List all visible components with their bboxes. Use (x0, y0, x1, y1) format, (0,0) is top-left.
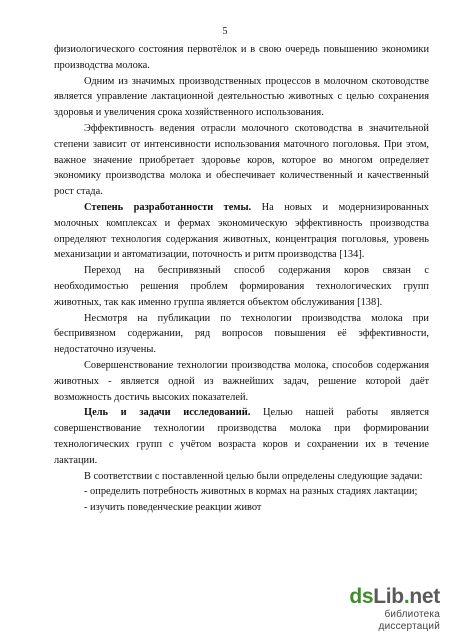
list-item-text: - определить потребность животных в кормах на разных стадиях лактации; (84, 486, 418, 498)
paragraph-text: Переход на беспривязный способ содержания коров связан с необходимостью решения проблем формирования технологических групп животных, так как именно группа является объектом обслуживания [138]. (54, 265, 429, 308)
paragraph-text: На новых и модернизированных молочных комплексах и фермах экономическую эффективность производства определяют технология содержания животных, концентрация поголовья, уровень механизации и автоматизации, поточность и ритм производства [134]. (54, 201, 429, 261)
list-item-text: - изучить поведенческие реакции живот (84, 502, 262, 514)
paragraph-text: физиологического состояния первотёлок и в свою очередь повышению экономики производства молока. (54, 44, 429, 71)
paragraph-4 (54, 200, 429, 263)
paragraph-7 (54, 358, 429, 405)
paragraph-6 (54, 311, 429, 358)
paragraph-text: Совершенствование технологии производства молока, способов содержания животных - является одной из важнейших задач, решение которой даёт возможность достичь высоких показателей. (54, 359, 429, 403)
paragraph-2 (54, 74, 429, 121)
paragraph-8 (54, 405, 429, 468)
task-list-item-2 (54, 500, 429, 516)
text-fade-overlay (250, 608, 340, 628)
paragraph-1 (54, 42, 429, 74)
task-list-item-1 (54, 484, 429, 500)
logo-ds: ds (349, 585, 374, 608)
page-number: 5 (222, 26, 228, 37)
dslib-watermark[interactable] (330, 585, 440, 632)
section-heading-goals: Цель и задачи исследований. (84, 407, 251, 419)
paragraph-5 (54, 263, 429, 310)
paragraph-3 (54, 121, 429, 200)
watermark-subtitle: библиотека диссертаций (378, 609, 440, 632)
section-heading-degree: Степень разработанности темы. (84, 201, 252, 213)
paragraph-text: Целью нашей работы является совершенствование технологии производства молока при формировании технологических групп с учётом возраста коров и сохранении их в течение лактации. (54, 407, 429, 466)
dslib-logo (330, 585, 440, 609)
logo-dot: . (403, 585, 410, 608)
paragraph-text: Несмотря на публикации по технологии производства молока при беспривязном содержании, ряд вопросов повышения её эффективности, недостаточно изучены. (54, 312, 429, 356)
document-body (54, 42, 429, 516)
paragraph-text: В соответствии с поставленной целью были определены следующие задачи: (84, 470, 423, 482)
paragraph-text: Одним из значимых производственных процессов в молочном скотоводстве является управление лактационной деятельностью животных с целью сохранения здоровья и увеличения срока хозяйственного использования. (54, 75, 429, 119)
paragraph-9 (54, 469, 429, 485)
logo-lib: Lib (373, 585, 404, 608)
paragraph-text: Эффективность ведения отрасли молочного скотоводства в значительной степени зависит от интенсивности использования маточного поголовья. При этом, важное значение приобретает здоровье коров, которое во многом определяет экономику производства молока и обеспечивает количественный и качественный рост стада. (54, 122, 429, 198)
logo-net: net (409, 585, 440, 608)
